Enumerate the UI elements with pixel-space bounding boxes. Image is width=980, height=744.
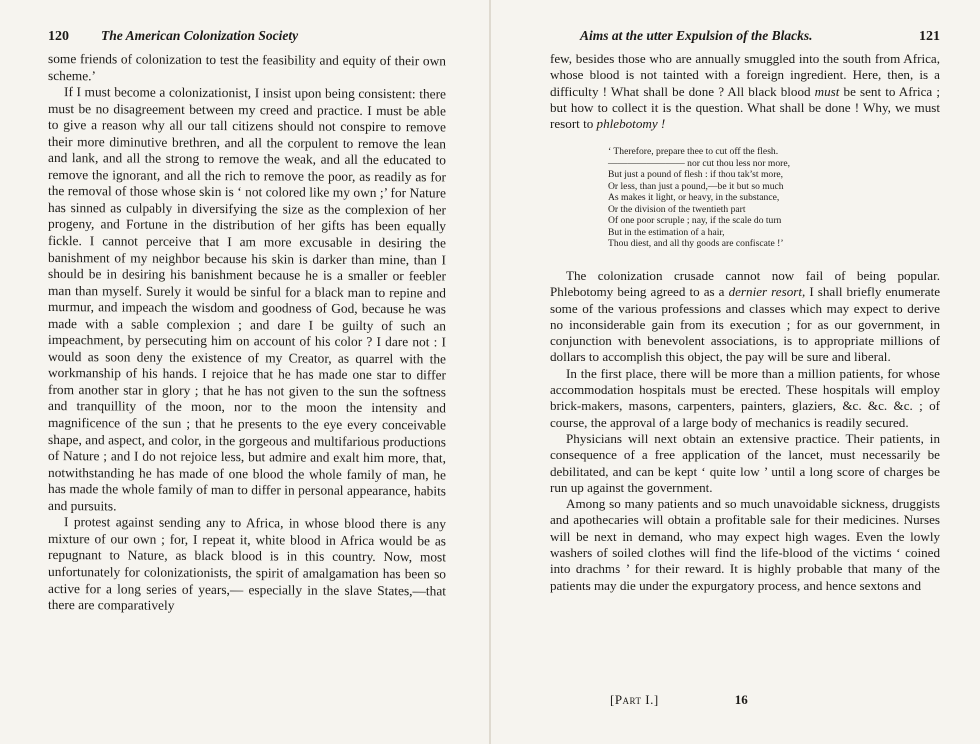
quote-line: Or less, than just a pound,—be it but so much: [608, 180, 784, 192]
left-paragraph-3: I protest against sending any to Africa, in whose blood there is any mixture of our own ; for, I repeat it, white blood in Africa would be as repugnant to Nature, as black blood is in this country. Now, most unfortunately for colonizationists, the spirit of amalgamation has been so active for a long series of years,— especially in the slave States,—that there are comparatively: [48, 514, 446, 613]
left-paragraph-2: If I must become a colonizationist, I insist upon being consistent: there must be no disagreement between my creed and practice. I must be able to give a reason why all our tall citizens should not conspire to remove their more diminutive brethren, and all the corpulent to remove the lean and lank, and all the strong to remove the weak, and all the educated to remove the ignorant, and all the rich to remove the poor, as readily as for the removal of those whose skin is ‘ not colored like my own ;’ for Nature has sinned as culpably in diversifying the size as the complexion of her progeny, and Fortune in the distribution of her gifts has been equally fickle. I cannot perceive that I am more excusable in desiring the banishment of my neighbor because his skin is darker than mine, than I should be in desiring his banishment because he is a smaller or feebler man than myself. Surely it would be sinful for a black man to repine and murmur, and impeach the wisdom and goodness of God, because he was made with a sable complexion ; and dare I be guilty of such an impeachment, by persecuting him on account of his color ? I dare not : I would as soon deny the existence of my Creator, as quarrel with the workmanship of his hands. I rejoice that he has made one star to differ from another star in glory ; that he has not given to the sun the softness and tranquillity of the moon, nor to the moon the intensity and magnificence of the sun ; that he presents to the eye every conceivable shape, and aspect, and color, in the gorgeous and multifarious productions of Nature ; and I do not rejoice less, but admire and exalt him more, that, notwithstanding he has made of one blood the whole family of man, he has made the whole family of man to differ in personal appearance, habits and pursuits.: [48, 84, 446, 514]
right-page-footer: [610, 692, 748, 708]
emphasis-phlebotomy: phlebotomy !: [596, 116, 666, 132]
quote-line: As makes it light, or heavy, in the substance,: [608, 192, 780, 204]
right-paragraph-crusade: [550, 268, 940, 366]
right-page-number: 121: [919, 29, 940, 44]
right-paragraph-hospitals: In the first place, there will be more than a million patients, for whose accommodation hospitals must be erected. These hospitals will employ brick-makers, masons, carpenters, painters, glaziers, &c. &c. &c. ; of course, the approval of a large body of mechanics is readily secured.: [550, 365, 940, 430]
left-body-text: [48, 51, 446, 616]
quote-line: Thou diest, and all thy goods are confiscate !’: [608, 238, 784, 250]
right-paragraph-druggists: Among so many patients and so much unavoidable sickness, druggists and apothecaries will obtain a profitable sale for their medicines. Nurses will be next in demand, who may expect high wages. Even the lowly washers of soiled clothes will find the life-blood of the victims ‘ coined into drachms ’ for their reward. It is highly probable that many of the patients may die under the expurgatory process, and hence sextons and: [550, 496, 940, 593]
quote-line: ‘ Therefore, prepare thee to cut off the flesh.: [608, 146, 779, 158]
footer-part-label: [Part I.]: [610, 692, 659, 707]
right-body-text: [550, 51, 940, 594]
quote-line: Or the division of the twentieth part: [608, 203, 746, 215]
left-paragraph-1: some friends of colonization to test the feasibility and equity of their own scheme.’: [48, 51, 446, 83]
crusade-text-b: I shall briefly enumerate some of the various professions and classes which may expect to derive no inconsiderable gain from its execution ; for as our government, in conjunction with benevolent associations, is to appropriate millions of dollars to accomplish this object, the pay will be sure and liberal.: [550, 284, 941, 365]
right-page: [490, 0, 980, 744]
opening-text-a: few, besides those who are annually smuggled into the south from Africa, whose blood is not tainted with a foreign ingredient. Here, then, is a difficulty ! What shall be done ? All black blood: [550, 51, 940, 99]
left-running-head: [48, 28, 446, 45]
quote-line: But in the estimation of a hair,: [608, 226, 725, 238]
opening-text-b: be sent to Africa ; but how to collect it is the question. What shall be done ! Why, we must resort to: [550, 83, 940, 132]
left-running-title: The American Colonization Society: [101, 28, 299, 43]
emphasis-must: must: [814, 83, 840, 99]
shakespeare-quote: [608, 146, 940, 250]
right-running-title: Aims at the utter Expulsion of the Blacks.: [580, 28, 813, 43]
left-page-number: 120: [48, 29, 69, 44]
right-paragraph-physicians: Physicians will next obtain an extensive practice. Their patients, in consequence of a free application of the lancet, must necessarily be debilitated, and can be kept ‘ quite low ’ until a long score of charges be run up against the government.: [550, 430, 940, 495]
footer-signature-mark: 16: [734, 692, 748, 707]
quote-line: But just a pound of flesh : if thou tak’st more,: [608, 169, 784, 181]
quote-line: Of one poor scruple ; nay, if the scale do turn: [608, 215, 782, 227]
right-running-head: [550, 28, 940, 45]
emphasis-dernier-resort: dernier resort,: [728, 284, 806, 300]
crusade-text-a: The colonization crusade cannot now fail of being popular. Phlebotomy being agreed to as a: [550, 267, 940, 300]
quote-line: ———————— nor cut thou less nor more,: [608, 157, 790, 169]
right-opening-paragraph: [550, 51, 940, 132]
